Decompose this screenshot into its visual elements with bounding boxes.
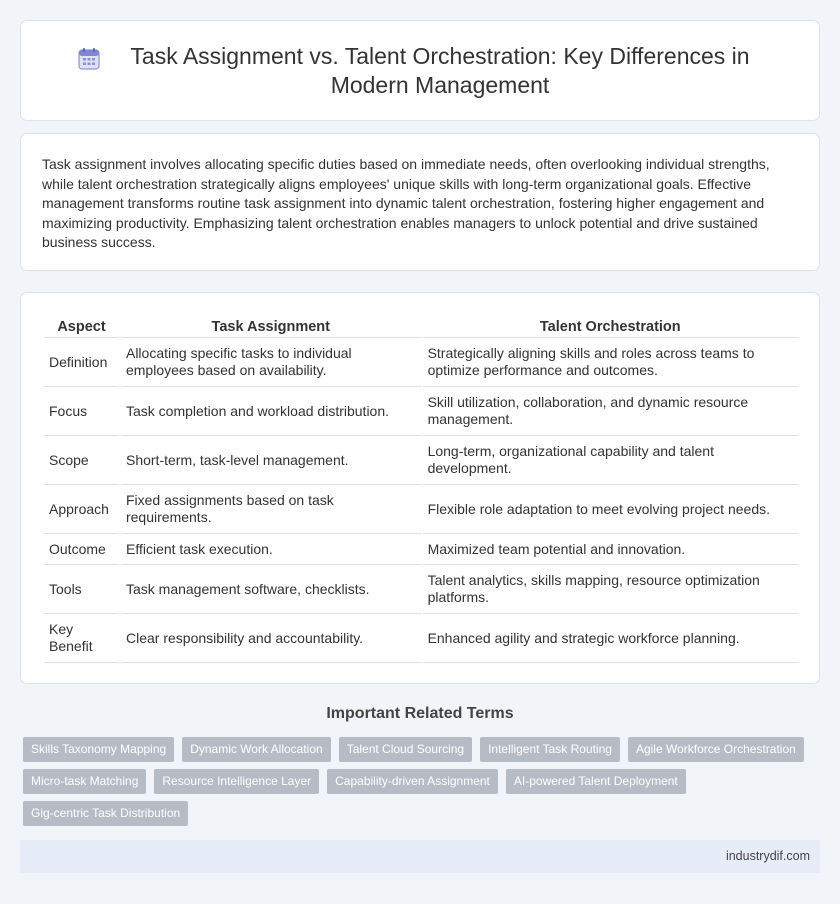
talent-orchestration-cell: Talent analytics, skills mapping, resource optimization platforms. <box>423 565 798 614</box>
aspect-cell: Outcome <box>44 534 119 565</box>
header-talent-orchestration: Talent Orchestration <box>423 316 798 338</box>
task-assignment-cell: Short-term, task-level management. <box>121 436 421 485</box>
related-terms-list <box>23 737 823 826</box>
task-assignment-cell: Task management software, checklists. <box>121 565 421 614</box>
page-title: Task Assignment vs. Talent Orchestration: Key Differences in Modern Management <box>130 42 750 98</box>
related-term-tag[interactable]: Intelligent Task Routing <box>480 737 620 762</box>
task-assignment-cell: Clear responsibility and accountability. <box>121 614 421 663</box>
related-term-tag[interactable]: Agile Workforce Orchestration <box>628 737 804 762</box>
talent-orchestration-cell: Strategically aligning skills and roles across teams to optimize performance and outcomes. <box>423 338 798 387</box>
talent-orchestration-cell: Maximized team potential and innovation. <box>423 534 798 565</box>
table-row <box>44 485 798 534</box>
aspect-cell: Key Benefit <box>44 614 119 663</box>
task-assignment-cell: Allocating specific tasks to individual employees based on availability. <box>121 338 421 387</box>
aspect-cell: Focus <box>44 387 119 436</box>
intro-card <box>20 133 820 271</box>
table-row <box>44 436 798 485</box>
related-terms-heading: Important Related Terms <box>326 705 514 722</box>
intro-paragraph: Task assignment involves allocating specific duties based on immediate needs, often overlooking individual strengths, while talent orchestration strategically aligns employees' unique skills with long-term organizational goals. Effective management transforms routine task assignment into dynamic talent orchestration, fostering higher engagement and maximizing productivity. Emphasizing talent orchestration enables managers to unlock potential and drive sustained business success. <box>42 156 770 250</box>
table-row <box>44 387 798 436</box>
task-assignment-cell: Efficient task execution. <box>121 534 421 565</box>
task-assignment-cell: Task completion and workload distribution. <box>121 387 421 436</box>
header-task-assignment: Task Assignment <box>121 316 421 338</box>
related-term-tag[interactable]: AI-powered Talent Deployment <box>506 769 686 794</box>
related-term-tag[interactable]: Gig-centric Task Distribution <box>23 801 188 826</box>
related-term-tag[interactable]: Resource Intelligence Layer <box>154 769 319 794</box>
related-term-tag[interactable]: Dynamic Work Allocation <box>182 737 331 762</box>
footer-site-link[interactable]: industrydif.com <box>725 849 810 863</box>
title-card <box>20 20 820 121</box>
related-term-tag[interactable]: Skills Taxonomy Mapping <box>23 737 174 762</box>
table-row <box>44 565 798 614</box>
talent-orchestration-cell: Skill utilization, collaboration, and dynamic resource management. <box>423 387 798 436</box>
aspect-cell: Definition <box>44 338 119 387</box>
task-assignment-cell: Fixed assignments based on task requirements. <box>121 485 421 534</box>
related-term-tag[interactable]: Talent Cloud Sourcing <box>339 737 472 762</box>
footer <box>20 840 820 873</box>
related-term-tag[interactable]: Micro-task Matching <box>23 769 146 794</box>
table-row <box>44 338 798 387</box>
talent-orchestration-cell: Long-term, organizational capability and talent development. <box>423 436 798 485</box>
related-term-tag[interactable]: Capability-driven Assignment <box>327 769 498 794</box>
table-header-row <box>44 316 798 338</box>
comparison-table <box>42 316 800 663</box>
aspect-cell: Tools <box>44 565 119 614</box>
aspect-cell: Scope <box>44 436 119 485</box>
table-row <box>44 534 798 565</box>
table-row <box>44 614 798 663</box>
header-aspect: Aspect <box>44 316 119 338</box>
comparison-card <box>20 292 820 684</box>
aspect-cell: Approach <box>44 485 119 534</box>
talent-orchestration-cell: Flexible role adaptation to meet evolving project needs. <box>423 485 798 534</box>
talent-orchestration-cell: Enhanced agility and strategic workforce planning. <box>423 614 798 663</box>
